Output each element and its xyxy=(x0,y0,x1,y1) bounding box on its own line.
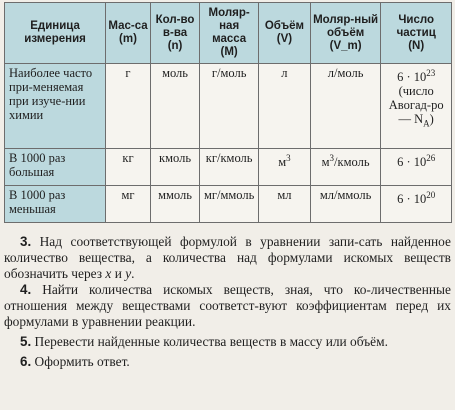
table-cell: $м^3$ xyxy=(259,149,311,186)
row-label: В 1000 раз большая xyxy=(5,149,106,186)
units-table xyxy=(4,2,452,223)
table-cell: мг/ммоль xyxy=(200,186,259,223)
table-cell: кмоль xyxy=(150,149,199,186)
table-cell: кг/кмоль xyxy=(200,149,259,186)
header-molar-mass: Моляр-ная масса (M) xyxy=(200,3,259,64)
table-cell: г xyxy=(106,64,151,149)
header-particle-count: Число частиц (N) xyxy=(381,3,452,64)
avogadro-cell: $6 \cdot 10^{23}$ (число Авогад-ро — $N_A$) xyxy=(381,64,452,149)
header-molar-volume: Моляр-ный объём (V_m) xyxy=(310,3,381,64)
step-3: 3. Над соответствующей формулой в уравнении запи-сать найденное количество вещества, а количества над формулами искомых веществ обозначить через x и y. xyxy=(4,234,451,281)
particle-count-cell: $6 \cdot 10^{20}$ xyxy=(381,186,452,223)
table-cell: мг xyxy=(106,186,151,223)
header-mass: Мас-са (m) xyxy=(106,3,151,64)
step-6: 6. Оформить ответ. xyxy=(20,354,130,369)
particle-count-cell: $6 \cdot 10^{26}$ xyxy=(381,149,452,186)
step-5: 5. Перевести найденные количества веществ в массу или объём. xyxy=(20,334,388,349)
table-cell: ммоль xyxy=(150,186,199,223)
table-cell: г/моль xyxy=(200,64,259,149)
table-cell: л/моль xyxy=(310,64,381,149)
row-label: В 1000 раз меньшая xyxy=(5,186,106,223)
header-volume: Объём (V) xyxy=(259,3,311,64)
header-row xyxy=(5,3,452,64)
table-cell: $м^3$/кмоль xyxy=(310,149,381,186)
procedure-steps xyxy=(4,234,451,370)
header-unit: Единица измерения xyxy=(5,3,106,64)
row-label: Наиболее часто при-меняемая при изуче-нии химии xyxy=(5,64,106,149)
table-row xyxy=(5,149,452,186)
table-row xyxy=(5,64,452,149)
header-amount: Кол-во в-ва (n) xyxy=(150,3,199,64)
table-cell: моль xyxy=(150,64,199,149)
units-table-container xyxy=(4,2,452,223)
table-cell: мл/ммоль xyxy=(310,186,381,223)
table-cell: кг xyxy=(106,149,151,186)
table-cell: мл xyxy=(259,186,311,223)
table-row xyxy=(5,186,452,223)
step-4: 4. Найти количества искомых веществ, зная, что ко-личественные отношения между веществами соответст-вуют коэффициентам перед их формулами в уравнении реакции. xyxy=(4,282,451,329)
table-cell: л xyxy=(259,64,311,149)
